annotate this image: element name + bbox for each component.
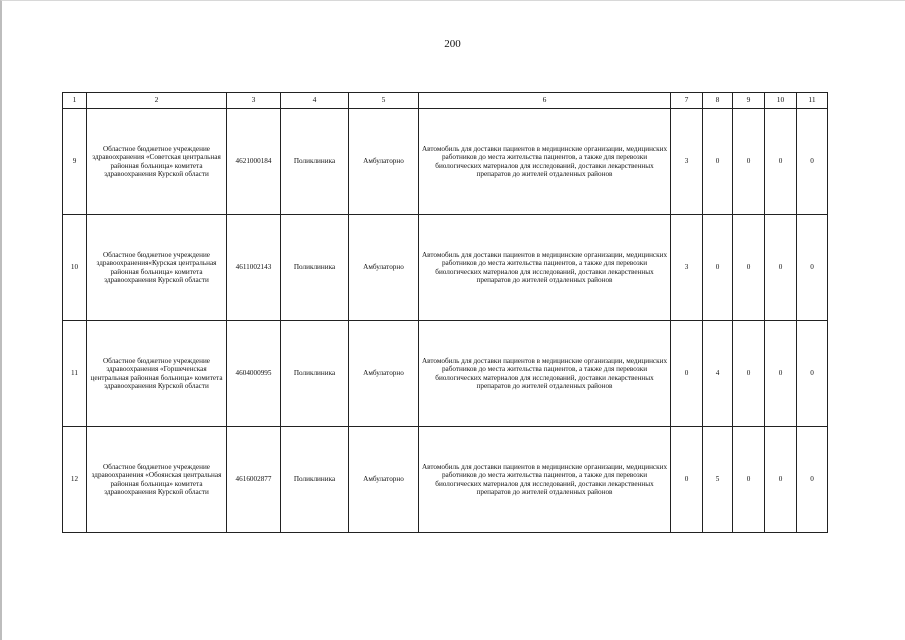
data-table <box>62 92 828 533</box>
table-row <box>63 215 828 321</box>
inn-code: 4621000184 <box>227 109 281 215</box>
organization-name: Областное бюджетное учреждение здравоохранения «Советская центральная районная больница» комитета здравоохранения Курской области <box>87 109 227 215</box>
care-type: Амбулаторно <box>349 427 419 533</box>
value-col-10: 0 <box>765 109 797 215</box>
header-col-10: 10 <box>765 93 797 109</box>
care-type: Амбулаторно <box>349 321 419 427</box>
header-col-8: 8 <box>703 93 733 109</box>
value-col-7: 0 <box>671 427 703 533</box>
header-col-3: 3 <box>227 93 281 109</box>
header-col-6: 6 <box>419 93 671 109</box>
table-row <box>63 321 828 427</box>
value-col-8: 4 <box>703 321 733 427</box>
value-col-9: 0 <box>733 427 765 533</box>
organization-name: Областное бюджетное учреждение здравоохранения«Курская центральная районная больница» комитета здравоохранения Курской области <box>87 215 227 321</box>
header-col-2: 2 <box>87 93 227 109</box>
value-col-7: 3 <box>671 109 703 215</box>
facility-type: Поликлиника <box>281 427 349 533</box>
facility-type: Поликлиника <box>281 321 349 427</box>
care-type: Амбулаторно <box>349 109 419 215</box>
page-number: 200 <box>444 38 461 50</box>
value-col-9: 0 <box>733 215 765 321</box>
value-col-11: 0 <box>797 427 828 533</box>
value-col-7: 0 <box>671 321 703 427</box>
value-col-9: 0 <box>733 109 765 215</box>
header-row <box>63 93 828 109</box>
header-col-9: 9 <box>733 93 765 109</box>
header-col-1: 1 <box>63 93 87 109</box>
value-col-11: 0 <box>797 109 828 215</box>
organization-name: Областное бюджетное учреждение здравоохранения «Обоянская центральная районная больница» комитета здравоохранения Курской области <box>87 427 227 533</box>
value-col-8: 5 <box>703 427 733 533</box>
value-col-9: 0 <box>733 321 765 427</box>
row-number: 11 <box>63 321 87 427</box>
header-col-7: 7 <box>671 93 703 109</box>
value-col-11: 0 <box>797 321 828 427</box>
vehicle-description: Автомобиль для доставки пациентов в медицинские организации, медицинских работников до места жительства пациентов, а также для перевозки биологических материалов для исследований, доставки лекарственных препаратов до жителей отдаленных районов <box>419 215 671 321</box>
facility-type: Поликлиника <box>281 109 349 215</box>
row-number: 10 <box>63 215 87 321</box>
value-col-10: 0 <box>765 427 797 533</box>
facility-type: Поликлиника <box>281 215 349 321</box>
row-number: 9 <box>63 109 87 215</box>
value-col-7: 3 <box>671 215 703 321</box>
table-row <box>63 427 828 533</box>
vehicle-description: Автомобиль для доставки пациентов в медицинские организации, медицинских работников до места жительства пациентов, а также для перевозки биологических материалов для исследований, доставки лекарственных препаратов до жителей отдаленных районов <box>419 321 671 427</box>
inn-code: 4616002877 <box>227 427 281 533</box>
row-number: 12 <box>63 427 87 533</box>
header-col-11: 11 <box>797 93 828 109</box>
value-col-11: 0 <box>797 215 828 321</box>
inn-code: 4604000995 <box>227 321 281 427</box>
vehicle-description: Автомобиль для доставки пациентов в медицинские организации, медицинских работников до места жительства пациентов, а также для перевозки биологических материалов для исследований, доставки лекарственных препаратов до жителей отдаленных районов <box>419 427 671 533</box>
header-col-4: 4 <box>281 93 349 109</box>
value-col-10: 0 <box>765 215 797 321</box>
value-col-8: 0 <box>703 215 733 321</box>
organization-name: Областное бюджетное учреждение здравоохранения «Горшеченская центральная районная больница» комитета здравоохранения Курской области <box>87 321 227 427</box>
vehicle-description: Автомобиль для доставки пациентов в медицинские организации, медицинских работников до места жительства пациентов, а также для перевозки биологических материалов для исследований, доставки лекарственных препаратов до жителей отдаленных районов <box>419 109 671 215</box>
care-type: Амбулаторно <box>349 215 419 321</box>
table-row <box>63 109 828 215</box>
inn-code: 4611002143 <box>227 215 281 321</box>
value-col-8: 0 <box>703 109 733 215</box>
value-col-10: 0 <box>765 321 797 427</box>
header-col-5: 5 <box>349 93 419 109</box>
